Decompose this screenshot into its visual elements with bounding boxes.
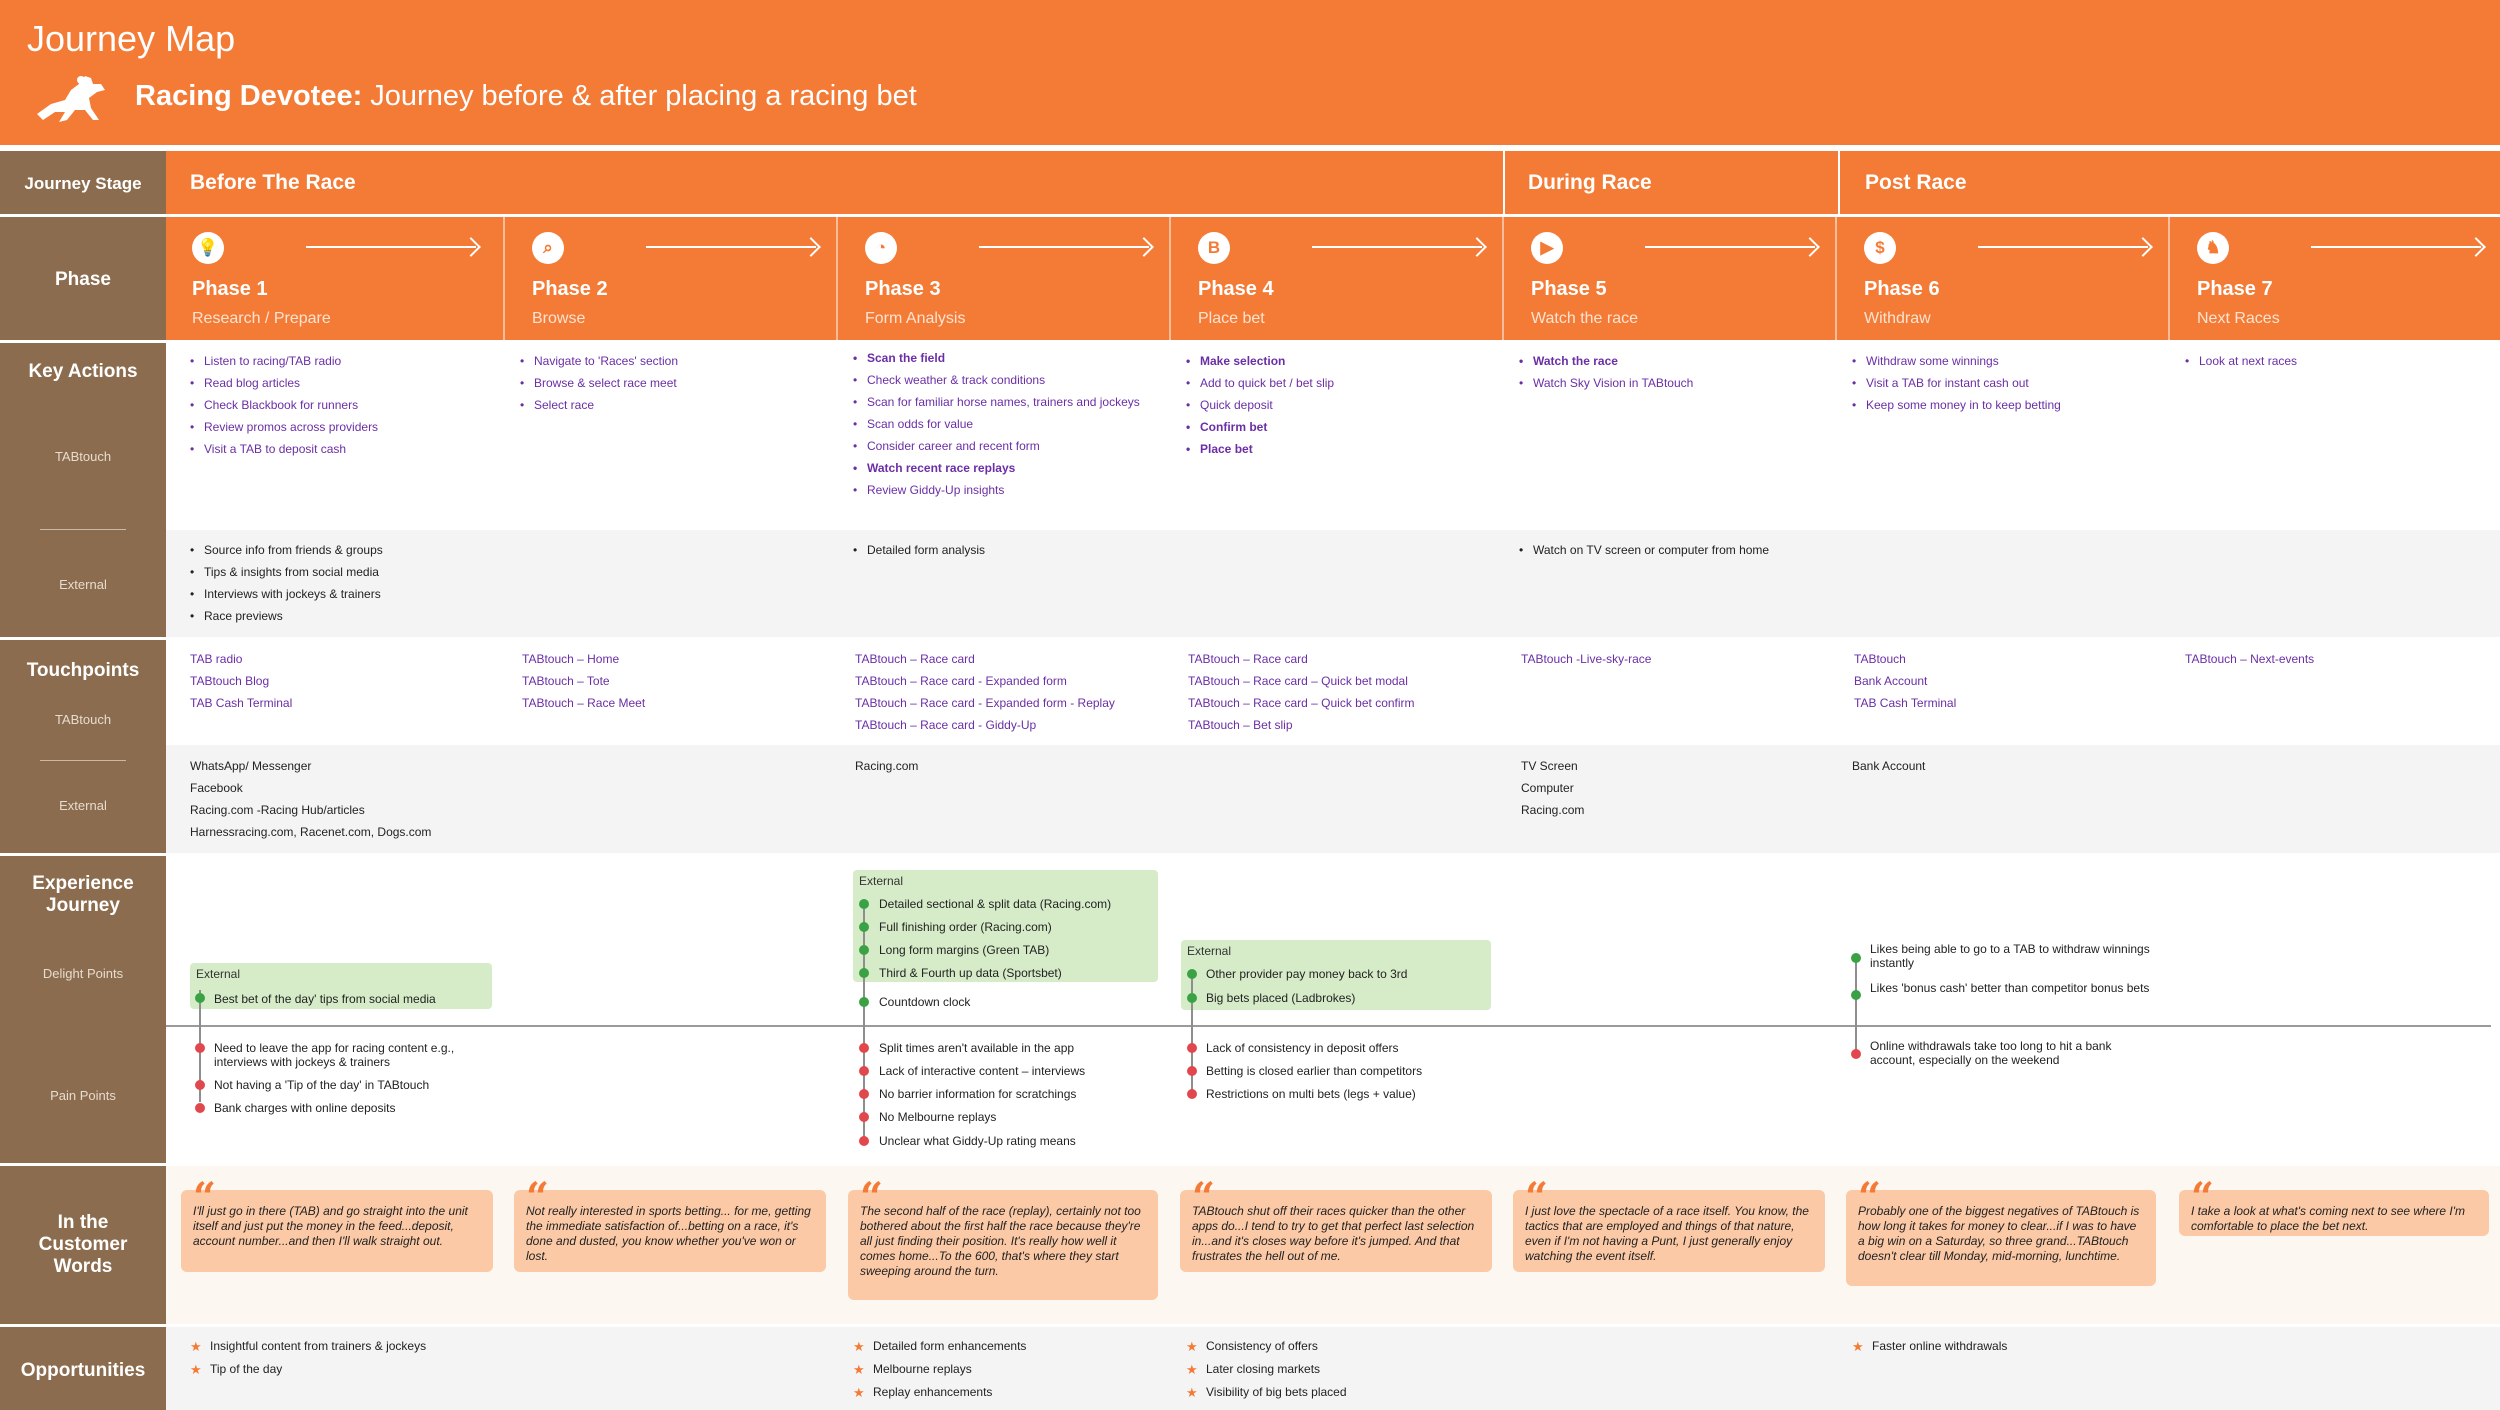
stage-label-during: During Race (1528, 171, 1652, 194)
touchpoints-external-p6 (1852, 755, 2162, 777)
list-item: ★ Consistency of offers (1186, 1335, 1496, 1358)
label-phase: Phase (0, 217, 166, 340)
label-experience: Experience Journey Delight Points Pain Points (0, 856, 166, 1163)
list-item: ★ Later closing markets (1186, 1358, 1496, 1381)
touchpoints-tabtouch-p1 (190, 648, 500, 714)
quote-icon: “ (1858, 1174, 1882, 1221)
list-item: TABtouch – Race card - Expanded form - Replay (855, 696, 1115, 710)
list-item: TABtouch – Race card – Quick bet modal (1188, 674, 1408, 688)
list-item: ★ Visibility of big bets placed (1186, 1381, 1496, 1404)
list-item: • Select race (520, 394, 830, 416)
quote-card-p1 (181, 1174, 493, 1272)
delight-point: Detailed sectional & split data (Racing.com) (879, 897, 1112, 911)
delight-dot (859, 968, 869, 978)
list-item: • Interviews with jockeys & trainers (190, 583, 500, 605)
delight-dot (1851, 953, 1861, 963)
phase-1 (166, 222, 496, 332)
list-item: • Withdraw some winnings (1852, 350, 2152, 372)
pain-point: Split times aren't available in the app (879, 1041, 1075, 1055)
list-item: • Scan odds for value (853, 416, 1143, 432)
list-item: • Add to quick bet / bet slip (1186, 372, 1486, 394)
list-item: ★ Insightful content from trainers & jockeys (190, 1335, 500, 1358)
phase-5 (1505, 222, 1835, 332)
delight-dot (859, 899, 869, 909)
quote-text: I'll just go in there (TAB) and go straight into the unit itself and just put the money in the feed...deposit, account number...and then I'll walk straight out. (193, 1204, 468, 1248)
phase-3 (839, 222, 1169, 332)
phase-6 (1838, 222, 2168, 332)
pain-point: Lack of consistency in deposit offers (1206, 1041, 1399, 1055)
list-item: Harnessracing.com, Racenet.com, Dogs.com (190, 825, 432, 839)
pain-dot (859, 1066, 869, 1076)
list-item: TABtouch (1854, 652, 1906, 666)
list-item: Racing.com -Racing Hub/articles (190, 803, 365, 817)
quote-icon: “ (1192, 1174, 1216, 1221)
phase-divider (836, 217, 838, 340)
list-item: • Quick deposit (1186, 394, 1486, 416)
touchpoints-external-p3 (855, 755, 1165, 777)
delight-point: Best bet of the day' tips from social media (214, 992, 436, 1006)
bet-slip-icon: B (1198, 232, 1230, 264)
list-item: Facebook (190, 781, 243, 795)
key-actions-tabtouch-p1 (190, 350, 500, 460)
delight-dot (859, 997, 869, 1007)
phase-name: Phase 4 (1198, 278, 1274, 300)
quote-card-p5 (1513, 1174, 1825, 1272)
delight-dot (859, 922, 869, 932)
key-actions-tabtouch-p3 (853, 350, 1143, 498)
phase-divider (503, 217, 505, 340)
quote-text: The second half of the race (replay), certainly not too bothered about the first half the race because they're all just finding their position. It's really how well it comes home...To the 600, that's where they start sweeping around the turn. (860, 1204, 1141, 1278)
pain-dot (1851, 1049, 1861, 1059)
delight-dot (1187, 993, 1197, 1003)
phase-desc: Next Races (2197, 310, 2280, 327)
list-item: TABtouch – Race card - Giddy-Up (855, 718, 1037, 732)
opportunities-p4 (1186, 1335, 1496, 1404)
list-item: TABtouch – Race card - Expanded form (855, 674, 1067, 688)
touchpoints-tabtouch-p2 (522, 648, 832, 714)
list-item: TABtouch – Race Meet (522, 696, 646, 710)
delight-dot (195, 993, 205, 1003)
experience-baseline (166, 1025, 2491, 1027)
lightbulb-icon: 💡 (192, 232, 224, 264)
touchpoints-external-p1 (190, 755, 510, 843)
quote-text: I take a look at what's coming next to see where I'm comfortable to place the bet next. (2191, 1204, 2466, 1233)
touchpoints-tabtouch-p5 (1521, 648, 1831, 670)
list-item: WhatsApp/ Messenger (190, 759, 312, 773)
phase-desc: Browse (532, 310, 586, 327)
list-item: • Detailed form analysis (853, 539, 1153, 561)
quote-icon: “ (526, 1174, 550, 1221)
list-item: • Make selection (1186, 350, 1486, 372)
pain-dot (1187, 1066, 1197, 1076)
stage-label-before: Before The Race (190, 171, 356, 194)
list-item: Racing.com (855, 759, 919, 773)
list-item: ★ Faster online withdrawals (1852, 1335, 2162, 1358)
phase-desc: Research / Prepare (192, 310, 331, 327)
header (0, 0, 2500, 145)
quote-icon: “ (1525, 1174, 1549, 1221)
list-item: • Keep some money in to keep betting (1852, 394, 2152, 416)
page-title: Journey Map (27, 18, 236, 59)
quote-text: Not really interested in sports betting... for me, getting the immediate satisfaction of...betting on a race, it's done and dusted, you know whether you've won or lost. (526, 1204, 811, 1263)
delight-dot (1187, 969, 1197, 979)
list-item: TABtouch – Tote (522, 674, 610, 688)
pain-dot (195, 1103, 205, 1113)
experience-connector (1855, 955, 1857, 1055)
opportunities-p1 (190, 1335, 500, 1381)
pain-dot (195, 1043, 205, 1053)
key-actions-tabtouch-p6 (1852, 350, 2152, 416)
list-item: • Check weather & track conditions (853, 372, 1143, 388)
quote-card-p2 (514, 1174, 826, 1272)
phase-divider (1502, 217, 1504, 340)
header-divider (0, 145, 2500, 149)
arrow-icon (2311, 246, 2481, 248)
delight-point: Other provider pay money back to 3rd (1206, 967, 1408, 981)
arrow-icon (646, 246, 816, 248)
list-item: Bank Account (1854, 674, 1928, 688)
box-label: External (859, 874, 904, 888)
touchpoints-tabtouch-p4 (1188, 648, 1508, 736)
phase-divider (1169, 217, 1171, 340)
phase-name: Phase 3 (865, 278, 941, 300)
list-item: Bank Account (1852, 759, 1926, 773)
horse-icon: ♞ (2197, 232, 2229, 264)
list-item: ★ Replay enhancements (853, 1381, 1163, 1404)
pie-chart-icon: ◔ (865, 232, 897, 264)
pain-point: Bank charges with online deposits (214, 1101, 396, 1115)
label-touchpoints: Touchpoints TABtouch External (0, 640, 166, 853)
phase-divider (2168, 217, 2170, 340)
delight-point: Third & Fourth up data (Sportsbet) (879, 966, 1062, 980)
list-item: • Confirm bet (1186, 416, 1486, 438)
delight-point: Big bets placed (Ladbrokes) (1206, 991, 1356, 1005)
touchpoints-tabtouch-p3 (855, 648, 1175, 736)
phase-4 (1172, 222, 1502, 332)
stage-before-race (166, 151, 1503, 214)
pain-point: Restrictions on multi bets (legs + value) (1206, 1087, 1416, 1101)
list-item: • Watch recent race replays (853, 460, 1143, 476)
quote-card-p7 (2179, 1174, 2489, 1236)
phase-name: Phase 2 (532, 278, 608, 300)
opportunities-p3 (853, 1335, 1163, 1404)
horse-racing-icon (33, 70, 115, 128)
touchpoints-external-p5 (1521, 755, 1831, 821)
list-item: TABtouch – Bet slip (1188, 718, 1293, 732)
quote-card-p3 (848, 1174, 1158, 1300)
label-customer-words: In the Customer Words (0, 1166, 166, 1324)
key-actions-tabtouch-p2 (520, 350, 830, 416)
quote-card-p4 (1180, 1174, 1492, 1272)
list-item: • Source info from friends & groups (190, 539, 500, 561)
pain-dot (859, 1136, 869, 1146)
delight-point: Countdown clock (879, 995, 971, 1009)
delight-point: Full finishing order (Racing.com) (879, 920, 1052, 934)
pain-point: Online withdrawals take too long to hit a bank account, especially on the weekend (1870, 1039, 2112, 1067)
touchpoints-tabtouch-p6 (1854, 648, 2164, 714)
list-item: ★ Melbourne replays (853, 1358, 1163, 1381)
list-item: • Scan for familiar horse names, trainers and jockeys (853, 394, 1143, 410)
arrow-icon (1978, 246, 2148, 248)
quote-text: I just love the spectacle of a race itself. You know, the tactics that are employed and things of that nature, even if I'm not having a Punt, I just generally enjoy watching the event itself. (1525, 1204, 1809, 1263)
list-item: TAB radio (190, 652, 243, 666)
list-item: TAB Cash Terminal (190, 696, 293, 710)
phase-name: Phase 1 (192, 278, 268, 300)
touchpoints-tabtouch-p7 (2185, 648, 2495, 670)
key-actions-external-p5 (1519, 539, 1839, 561)
key-actions-tabtouch-p5 (1519, 350, 1819, 394)
opportunities-p6 (1852, 1335, 2162, 1358)
arrow-icon (1645, 246, 1815, 248)
arrow-icon (1312, 246, 1482, 248)
list-item: ★ Tip of the day (190, 1358, 500, 1381)
list-item: • Browse & select race meet (520, 372, 830, 394)
play-icon: ▶ (1531, 232, 1563, 264)
key-actions-external-p1 (190, 539, 500, 627)
list-item: • Watch the race (1519, 350, 1819, 372)
list-item: • Tips & insights from social media (190, 561, 500, 583)
phase-name: Phase 6 (1864, 278, 1940, 300)
quote-text: Probably one of the biggest negatives of TABtouch is how long it takes for money to clear...if I was to have a big win on a Saturday, so three grand...TABtouch doesn't clear till Monday, mid-morning, lunchtime. (1858, 1204, 2140, 1263)
list-item: • Visit a TAB to deposit cash (190, 438, 500, 460)
delight-dot (859, 945, 869, 955)
list-item: • Read blog articles (190, 372, 500, 394)
list-item: TABtouch – Race card (1188, 652, 1308, 666)
list-item: • Place bet (1186, 438, 1486, 460)
pain-dot (195, 1080, 205, 1090)
phase-divider (1835, 217, 1837, 340)
subtitle-text: Journey before & after placing a racing bet (370, 80, 917, 112)
list-item: • Listen to racing/TAB radio (190, 350, 500, 372)
list-item: ★ Detailed form enhancements (853, 1335, 1163, 1358)
arrow-icon (306, 246, 476, 248)
list-item: • Visit a TAB for instant cash out (1852, 372, 2152, 394)
page-subtitle (135, 80, 917, 113)
list-item: • Look at next races (2185, 350, 2485, 372)
phase-name: Phase 5 (1531, 278, 1607, 300)
pain-dot (859, 1089, 869, 1099)
arrow-icon (979, 246, 1149, 248)
delight-point: Long form margins (Green TAB) (879, 943, 1050, 957)
list-item: TABtouch Blog (190, 674, 270, 688)
list-item: • Navigate to 'Races' section (520, 350, 830, 372)
pain-point: No Melbourne replays (879, 1110, 997, 1124)
quote-icon: “ (193, 1174, 217, 1221)
delight-point: Likes 'bonus cash' better than competitor bonus bets (1870, 981, 2150, 995)
list-item: • Check Blackbook for runners (190, 394, 500, 416)
stage-label-post: Post Race (1865, 171, 1967, 194)
quote-text: TABtouch shut off their races quicker than the other apps do...I tend to try to get that perfect last selection in...and it's closes way before it's jumped. And that frustrates the hell out of me. (1192, 1204, 1475, 1263)
list-item: • Review Giddy-Up insights (853, 482, 1143, 498)
key-actions-tabtouch-p7 (2185, 350, 2485, 372)
box-label: External (196, 967, 241, 981)
pain-dot (859, 1112, 869, 1122)
key-actions-external-band (166, 530, 2500, 637)
quote-icon: “ (860, 1174, 884, 1221)
list-item: TAB Cash Terminal (1854, 696, 1957, 710)
list-item: TABtouch – Home (522, 652, 620, 666)
quote-card-p6 (1846, 1174, 2156, 1286)
subtitle-persona: Racing Devotee: (135, 80, 363, 112)
phase-name: Phase 7 (2197, 278, 2273, 300)
delight-point: Likes being able to go to a TAB to withdraw winnings instantly (1870, 942, 2150, 970)
list-item: TABtouch – Race card (855, 652, 975, 666)
list-item: • Watch on TV screen or computer from home (1519, 539, 1839, 561)
list-item: TABtouch – Race card – Quick bet confirm (1188, 696, 1415, 710)
key-actions-tabtouch-p4 (1186, 350, 1486, 460)
list-item: TABtouch -Live-sky-race (1521, 652, 1652, 666)
pain-point: No barrier information for scratchings (879, 1087, 1077, 1101)
dollar-icon: $ (1864, 232, 1896, 264)
list-item: • Consider career and recent form (853, 438, 1143, 454)
key-actions-external-p3 (853, 539, 1153, 561)
list-item: Computer (1521, 781, 1574, 795)
list-item: • Scan the field (853, 350, 1143, 366)
pain-point: Not having a 'Tip of the day' in TABtouch (214, 1078, 430, 1092)
label-opportunities: Opportunities (0, 1327, 166, 1410)
label-key-actions: Key Actions TABtouch External (0, 343, 166, 637)
experience-connector (863, 903, 865, 1141)
phase-7 (2171, 222, 2500, 332)
list-item: • Review promos across providers (190, 416, 500, 438)
box-label: External (1187, 944, 1232, 958)
phase-desc: Form Analysis (865, 310, 966, 327)
phase-desc: Watch the race (1531, 310, 1639, 327)
pain-dot (859, 1043, 869, 1053)
pain-dot (1187, 1043, 1197, 1053)
search-icon: ⌕ (532, 232, 564, 264)
pain-point: Betting is closed earlier than competitors (1206, 1064, 1423, 1078)
phase-desc: Place bet (1198, 310, 1265, 327)
pain-point: Lack of interactive content – interviews (879, 1064, 1086, 1078)
list-item: Racing.com (1521, 803, 1585, 817)
phase-desc: Withdraw (1864, 310, 1931, 327)
pain-dot (1187, 1089, 1197, 1099)
list-item: • Watch Sky Vision in TABtouch (1519, 372, 1819, 394)
phase-2 (506, 222, 836, 332)
list-item: TV Screen (1521, 759, 1578, 773)
pain-point: Unclear what Giddy-Up rating means (879, 1134, 1076, 1148)
list-item: TABtouch – Next-events (2185, 652, 2315, 666)
pain-point: Need to leave the app for racing content e.g., interviews with jockeys & trainers (214, 1041, 455, 1069)
delight-dot (1851, 990, 1861, 1000)
label-journey-stage: Journey Stage (0, 151, 166, 214)
quote-icon: “ (2191, 1174, 2215, 1221)
list-item: • Race previews (190, 605, 500, 627)
